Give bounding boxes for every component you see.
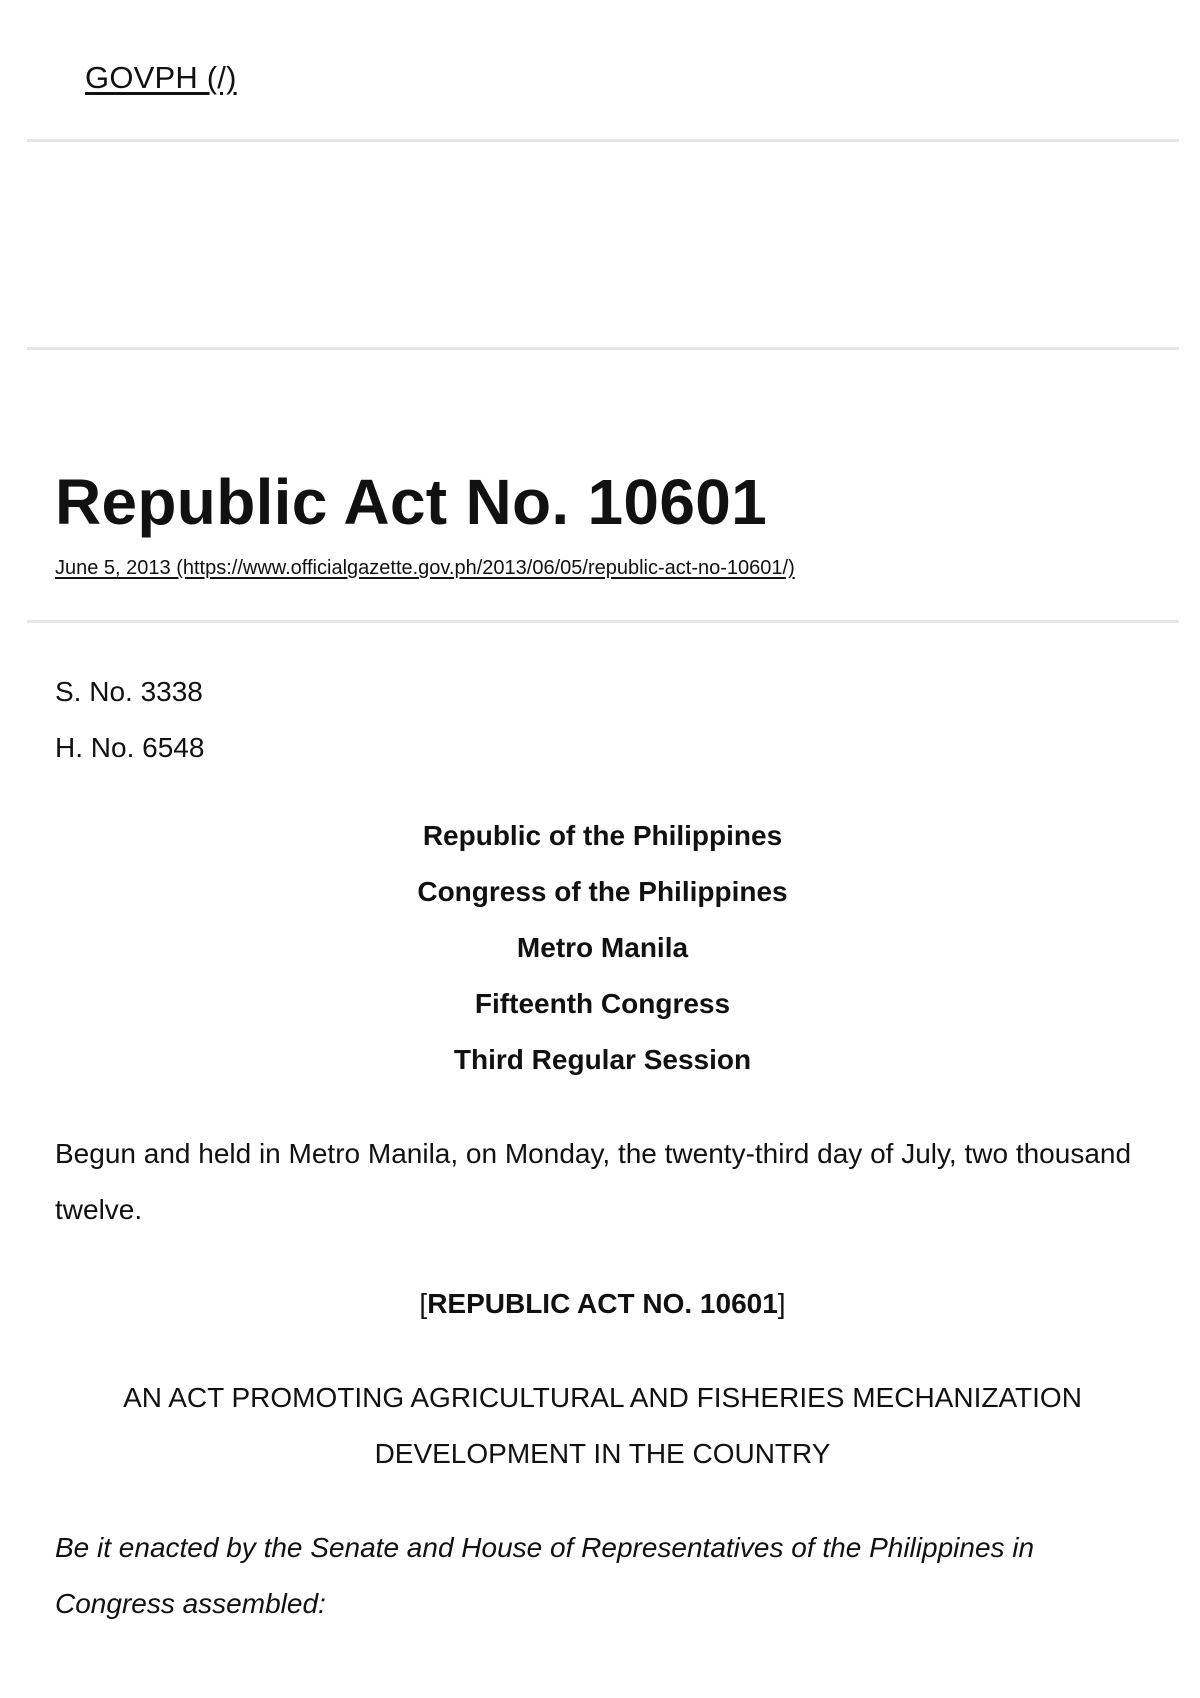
close-bracket: ] [777, 1288, 786, 1319]
act-title: AN ACT PROMOTING AGRICULTURAL AND FISHERIES MECHANIZATION DEVELOPMENT IN THE COUNTRY [123, 1382, 1082, 1469]
bill-numbers [55, 664, 1150, 776]
govph-home-link[interactable]: GOVPH (/) [85, 60, 237, 95]
document-body [55, 664, 1150, 1632]
house-bill-number: H. No. 6548 [55, 732, 205, 763]
publication-date-link[interactable]: June 5, 2013 (https://www.officialgazette.gov.ph/2013/06/05/republic-act-no-10601/) [55, 557, 795, 579]
heading-line-session: Third Regular Session [453, 1044, 752, 1075]
header-divider [27, 139, 1179, 142]
heading-line-location: Metro Manila [516, 932, 689, 963]
begun-paragraph: Begun and held in Metro Manila, on Monday, the twenty-third day of July, two thousand twelve. [55, 1138, 1132, 1225]
republic-act-number: REPUBLIC ACT NO. 10601 [427, 1288, 778, 1319]
banner-divider [27, 347, 1179, 350]
heading-line-republic: Republic of the Philippines [422, 820, 783, 851]
page-title: Republic Act No. 10601 [55, 466, 768, 538]
congress-heading [55, 808, 1150, 1088]
title-divider [27, 620, 1179, 623]
republic-act-heading [55, 1276, 1150, 1332]
site-header [0, 0, 1200, 141]
heading-line-congress-number: Fifteenth Congress [474, 988, 731, 1019]
heading-line-congress: Congress of the Philippines [417, 876, 788, 907]
enacting-clause: Be it enacted by the Senate and House of Representatives of the Philippines in Congress assembled: [55, 1532, 1035, 1619]
open-bracket: [ [419, 1288, 428, 1319]
senate-bill-number: S. No. 3338 [55, 676, 203, 707]
